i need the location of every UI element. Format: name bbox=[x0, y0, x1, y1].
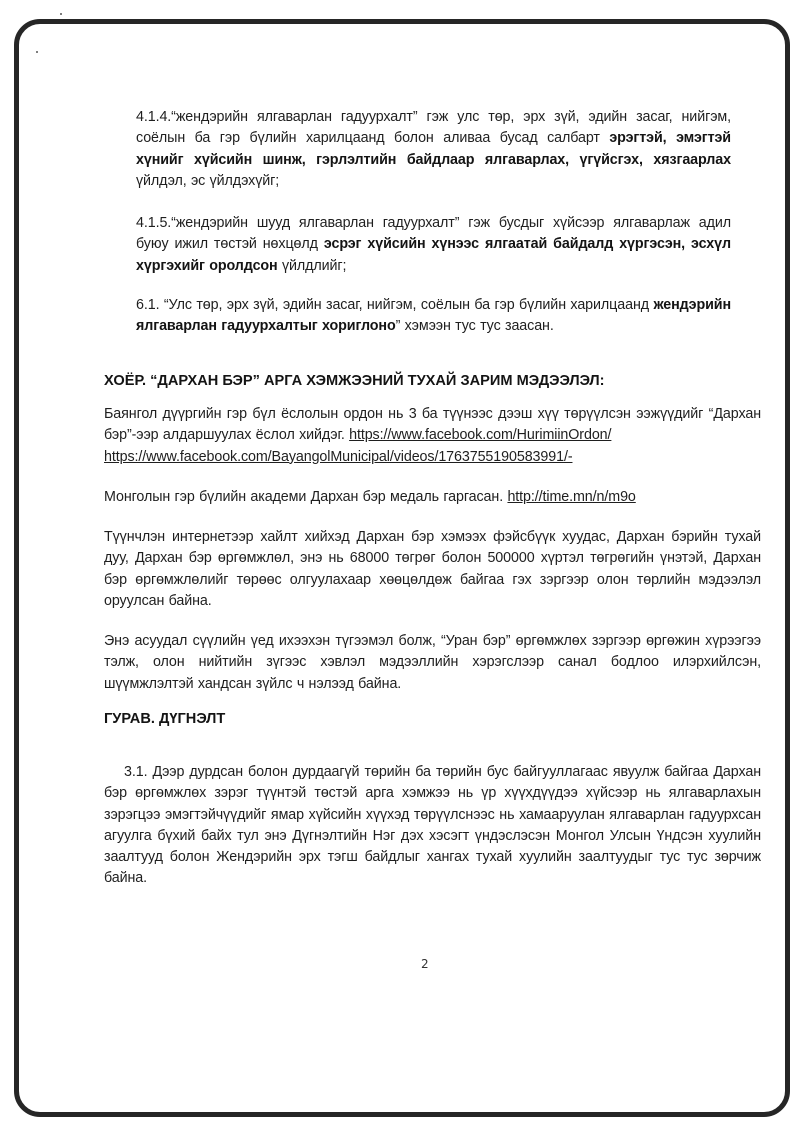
facebook-hurimiinordon-link[interactable]: https://www.facebook.com/HurimiinOrdon/ bbox=[349, 427, 612, 444]
definition-4-1-5-emphasis: эсрэг хүйсийн хүнээс ялгаатай байдалд хүргэсэн, эсхүл хүргэхийг оролдсон bbox=[136, 236, 731, 274]
section-two-paragraph-1: Баянгол дүүргийн гэр бүл ёслолын ордон нь 3 ба түүнээс дээш хүү төрүүлсэн ээжүүдийг “Дархан бэр”-ээр алдаршуулах ёслол хийдэг. https://www.facebook.com/HurimiinOrdon/ https://www.facebook.com/BayangolMunicipal/videos/1763755190583991/- bbox=[104, 406, 761, 465]
article-6-1-quote: 6.1. “Улс төр, эрх зүй, эдийн засаг, нийгэм, соёлын ба гэр бүлийн харилцаанд жендэрийн ялгаварлан гадуурхалтыг хориглоно” хэмээн тус тус заасан. bbox=[136, 297, 731, 335]
article-6-1-emphasis: жендэрийн ялгаварлан гадуурхалтыг хориглоно bbox=[136, 297, 731, 335]
section-two-paragraph-4: Энэ асуудал сүүлийн үед ихээхэн түгээмэл болж, “Уран бэр” өргөмжлөх зэргээр өргөжин хүрээгээ тэлж, олон нийтийн зүгээс хэвлэл мэдээллийн хэрэгслээр санал бодлоо илэрхийлсэн, шүүмжлэлтэй хандсан зүйлс ч нэлээд байна. bbox=[104, 633, 761, 692]
section-two-paragraph-3: Түүнчлэн интернетээр хайлт хийхэд Дархан бэр хэмээх фэйсбүүк хуудас, Дархан бэрийн тухай дуу, Дархан бэр өргөмжлөл, энэ нь 68000 төгрөг болон 500000 хүртэл төгрөгийн үнэтэй, Дархан бэр өргөмжлөлийг төрөөс олгуулахаар хөөцөлдөж байгаа гэх зэргээр олон төрлийн мэдээлэл оруулсан байна. bbox=[104, 529, 761, 609]
definition-4-1-4-emphasis: эрэгтэй, эмэгтэй хүнийг хүйсийн шинж, гэрлэлтийн байдлаар ялгаварлах, үгүйсгэх, хязгаарлах bbox=[136, 130, 731, 168]
conclusion-paragraph-3-1: 3.1. Дээр дурдсан болон дурдаагүй төрийн ба төрийн бус байгууллагаас явуулж байгаа Дархан бэр өргөмжлөх зэрэг түүнтэй төстэй арга хэмжээ нь үр хүүхдүүдээ хүйсээр нь ялгаварлахын зэрэгцээ эмэгтэйчүүдийг ямар хүйсийн хүүхэд төрүүлснээс нь хамааруулан ялгаварлан гадуурхсан агуулга бүхий байх тул энэ Дүгнэлтийн Нэг дэх хэсэгт үндэслэсэн Монгол Улсын Үндсэн хуулийн заалтууд болон Жендэрийн эрх тэгш байдлыг хангах тухай хуулийн заалтуудыг тус тус зөрчиж байна. bbox=[104, 764, 761, 887]
time-mn-link[interactable]: http://time.mn/n/m9o bbox=[507, 489, 636, 505]
section-two-paragraph-2: Монголын гэр бүлийн академи Дархан бэр медаль гаргасан. http://time.mn/n/m9o bbox=[104, 489, 636, 505]
page-number: 2 bbox=[421, 957, 429, 971]
section-three-heading: ГУРАВ. ДҮГНЭЛТ bbox=[104, 711, 226, 727]
scan-speck bbox=[60, 13, 62, 15]
section-two-heading: ХОЁР. “ДАРХАН БЭР” АРГА ХЭМЖЭЭНИЙ ТУХАЙ ЗАРИМ МЭДЭЭЛЭЛ: bbox=[104, 373, 605, 389]
definition-4-1-5: 4.1.5.“жендэрийн шууд ялгаварлан гадуурхалт” гэж бусдыг хүйсээр ялгаварлаж адил буюу ижил төстэй нөхцөлд эсрэг хүйсийн хүнээс ялгаатай байдалд хүргэсэн, эсхүл хүргэхийг оролдсон үйлдлийг; bbox=[136, 215, 731, 274]
scan-speck bbox=[36, 51, 38, 53]
facebook-bayangol-video-link[interactable]: https://www.facebook.com/BayangolMunicipal/videos/1763755190583991/- bbox=[104, 448, 573, 465]
definition-4-1-4: 4.1.4.“жендэрийн ялгаварлан гадуурхалт” гэж улс төр, эрх зүй, эдийн засаг, нийгэм, соёлын ба гэр бүлийн харилцаанд болон аливаа бусад салбарт эрэгтэй, эмэгтэй хүнийг хүйсийн шинж, гэрлэлтийн байдлаар ялгаварлах, үгүйсгэх, хязгаарлах үйлдэл, эс үйлдэхүйг; bbox=[136, 109, 731, 189]
